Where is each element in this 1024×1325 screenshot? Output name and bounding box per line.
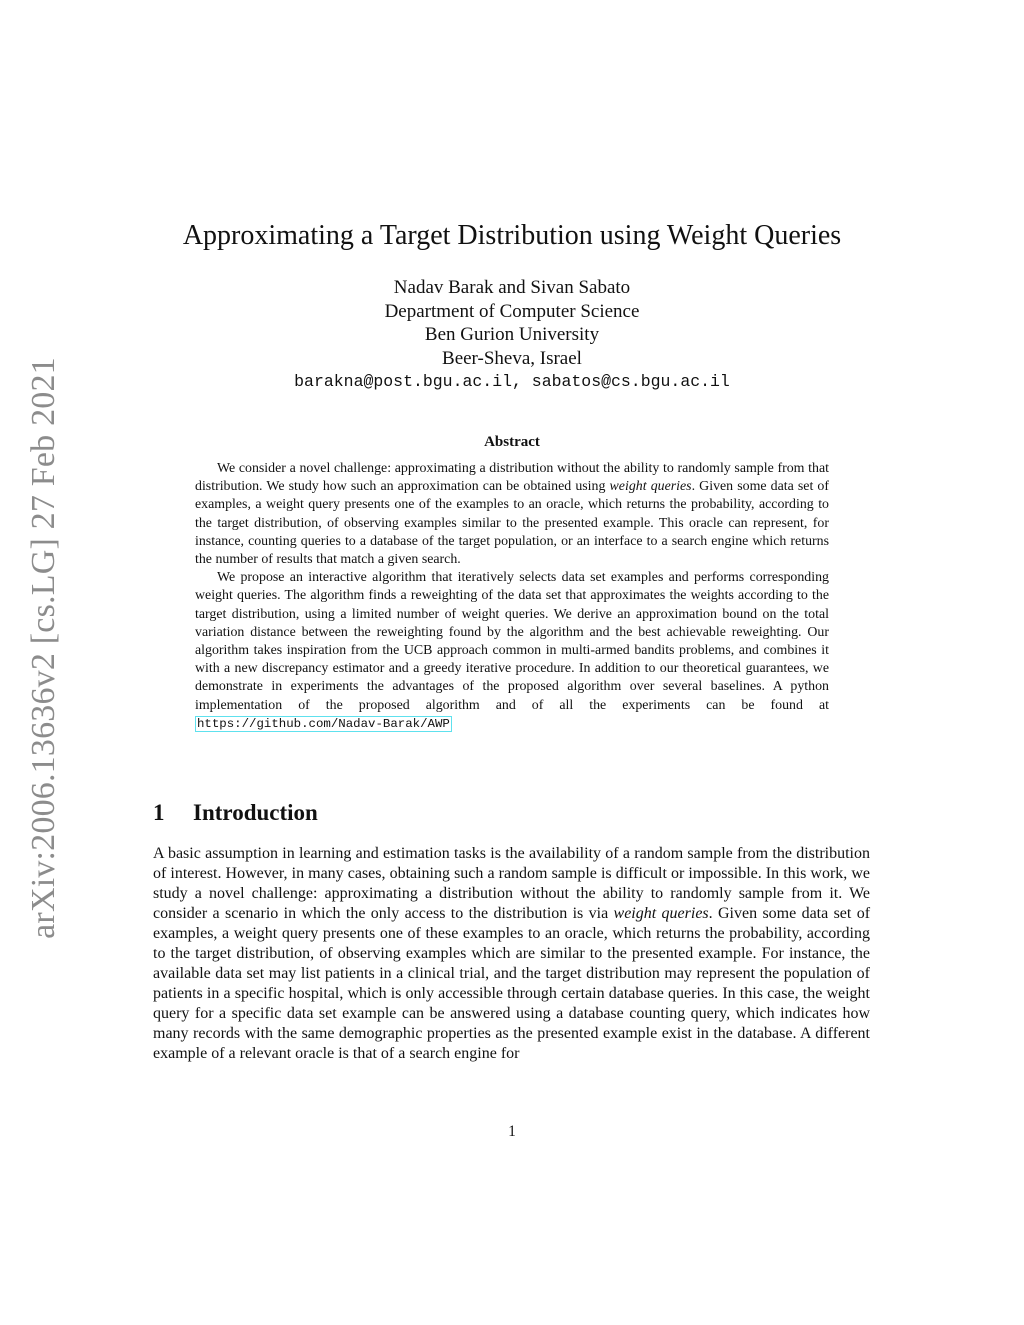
- abstract-heading: Abstract: [484, 434, 540, 450]
- intro-text-b: . Given some data set of examples, a weight query presents one of these examples to an oracle, which returns the probability, according to the target distribution, of observing examples which are similar to the presented example. For instance, the available data set may list patients in a clinical trial, and the target distribution may represent the population of patients in a specific hospital, which is only accessible through certain database queries. In this case, the weight query for a specific data set example can be answered using a database counting query, which indicates how many records with the same demographic properties as the presented example exist in the database. A different example of a relevant oracle is that of a search engine for: [153, 905, 871, 1062]
- introduction-body: [153, 844, 870, 1064]
- page-number: 1: [508, 1123, 516, 1140]
- intro-text-a: A basic assumption in learning and estimation tasks is the availability of a random sample from the distribution of interest. However, in many cases, obtaining such a random sample is difficult or impossible. In this work, we study a novel challenge: approximating a distribution without the ability to randomly sample from it. We consider a scenario in which the only access to the distribution is via: [153, 845, 870, 922]
- paper-title: Approximating a Target Distribution using Weight Queries: [182, 220, 842, 251]
- author-university: Ben Gurion University: [424, 324, 600, 345]
- section-number: 1: [153, 800, 165, 825]
- intro-emphasis: weight queries: [613, 905, 709, 922]
- section-heading-introduction: [153, 800, 318, 826]
- abstract-p2-text: We propose an interactive algorithm that iteratively selects data set examples and performs corresponding weight queries. The algorithm finds a reweighting of the data set that approximates the weights according to the target distribution, using a limited number of weight queries. We derive an approximation bound on the total variation distance between the reweighting found by the algorithm and the best achievable reweighting. Our algorithm takes inspiration from the UCB approach common in multi-armed bandits problems, and combines it with a new discrepancy estimator and a greedy iterative procedure. In addition to our theoretical guarantees, we demonstrate in experiments the advantages of the proposed algorithm over several baselines. A python implementation of the proposed algorithm and of all the experiments can be found at: [195, 570, 829, 713]
- abstract-paragraph-2: [195, 569, 829, 733]
- code-repository-link[interactable]: https://github.com/Nadav-Barak/AWP: [197, 716, 450, 731]
- abstract-p1-emphasis: weight queries: [609, 479, 692, 495]
- author-block: [0, 276, 1024, 394]
- author-location: Beer-Sheva, Israel: [442, 347, 582, 369]
- introduction-paragraph: [153, 844, 870, 1064]
- author-emails: barakna@post.bgu.ac.il, sabatos@cs.bgu.ac.il: [294, 372, 730, 391]
- abstract-paragraph-1: [195, 460, 829, 569]
- section-title: Introduction: [193, 800, 318, 825]
- arxiv-identifier-stamp: arXiv:2006.13636v2 [cs.LG] 27 Feb 2021: [25, 357, 62, 939]
- abstract-p1-text-b: . Given some data set of examples, a weight query presents one of the examples to an oracle, which returns the probability, according to the target distribution, of observing examples similar to the presented example. This oracle can represent, for instance, counting queries to a database of the target population, or an interface to a search engine which returns the number of results that match a given search.: [195, 479, 830, 568]
- author-names: Nadav Barak and Sivan Sabato: [393, 277, 631, 298]
- abstract-body: [195, 460, 829, 733]
- author-department: Department of Computer Science: [384, 300, 640, 322]
- abstract-p1-text-a: We consider a novel challenge: approximating a distribution without the ability to randomly sample from that distribution. We study how such an approximation can be obtained using: [195, 461, 829, 495]
